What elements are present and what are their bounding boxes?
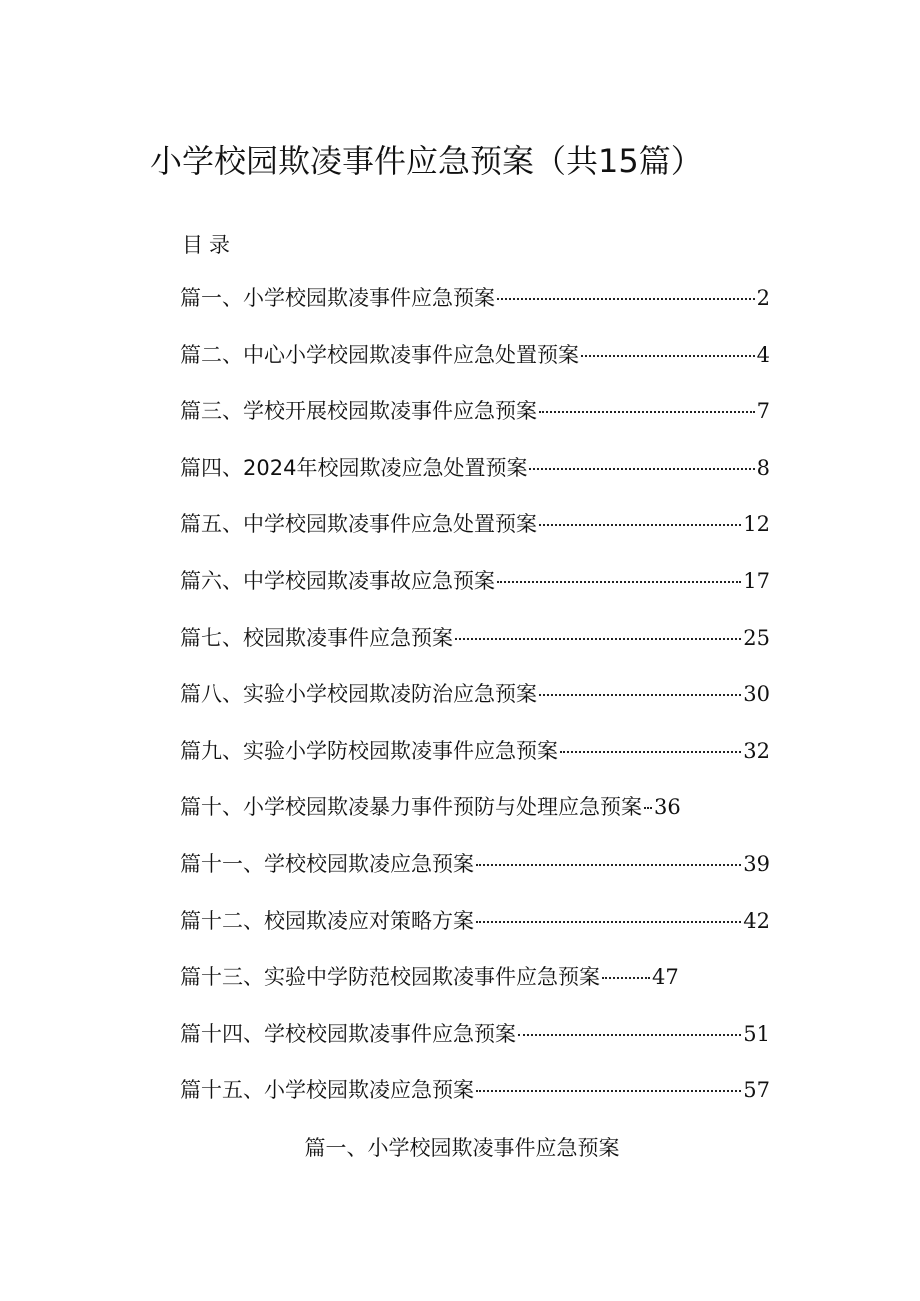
toc-heading: 目录 [182,233,236,257]
toc-dot-leader [497,298,755,300]
toc-entry[interactable] [180,396,770,453]
toc-entry-page: 2 [756,286,770,310]
toc-dot-leader [529,468,754,470]
toc-entry-label: 篇十一、学校校园欺凌应急预案 [180,851,474,876]
toc-entry-label: 篇十四、学校校园欺凌事件应急预案 [180,1021,516,1046]
toc-entry[interactable] [180,736,770,793]
section-heading: 篇一、小学校园欺凌事件应急预案 [304,1136,620,1160]
toc-entry[interactable] [180,340,770,397]
toc-entry-page: 12 [743,512,770,537]
toc-dot-leader [602,977,650,979]
toc-entry-label: 篇一、小学校园欺凌事件应急预案 [180,286,495,310]
toc-entry-page: 30 [743,682,770,707]
document-title: 小学校园欺凌事件应急预案（共15篇） [150,142,703,180]
toc-dot-leader [539,411,755,413]
toc-dot-leader [518,1034,741,1036]
toc-entry[interactable] [180,849,770,906]
toc-entry-page: 36 [654,795,681,820]
table-of-contents [180,283,770,1132]
toc-dot-leader [644,807,652,809]
toc-entry-page: 25 [743,625,770,650]
toc-dot-leader [476,1090,741,1092]
toc-entry-label: 篇三、学校开展校园欺凌事件应急预案 [180,399,537,424]
toc-entry-page: 42 [743,908,770,933]
toc-entry-page: 4 [756,342,770,367]
toc-entry-label: 篇八、实验小学校园欺凌防治应急预案 [180,682,537,707]
toc-entry[interactable] [180,792,770,849]
toc-entry-label: 篇十二、校园欺凌应对策略方案 [180,908,474,933]
toc-entry-label: 篇五、中学校园欺凌事件应急处置预案 [180,512,537,537]
toc-entry-page: 47 [652,965,679,990]
toc-entry-page: 7 [756,399,770,424]
toc-entry[interactable] [180,453,770,510]
toc-entry-page: 17 [743,568,770,593]
toc-entry-label: 篇十三、实验中学防范校园欺凌事件应急预案 [180,965,600,990]
toc-entry-label: 篇七、校园欺凌事件应急预案 [180,625,453,650]
toc-entry-label: 篇十、小学校园欺凌暴力事件预防与处理应急预案 [180,795,642,820]
toc-dot-leader [560,751,741,753]
toc-dot-leader [476,921,741,923]
toc-entry-page: 51 [743,1021,770,1046]
toc-entry[interactable] [180,679,770,736]
toc-entry-label: 篇九、实验小学防校园欺凌事件应急预案 [180,738,558,763]
toc-dot-leader [455,638,741,640]
toc-entry[interactable] [180,1075,770,1132]
toc-entry-label: 篇十五、小学校园欺凌应急预案 [180,1078,474,1103]
toc-entry[interactable] [180,623,770,680]
toc-dot-leader [539,694,741,696]
toc-entry[interactable] [180,962,770,1019]
toc-entry[interactable] [180,283,770,340]
toc-entry[interactable] [180,906,770,963]
toc-dot-leader [497,581,741,583]
toc-entry-page: 39 [743,851,770,876]
toc-entry-page: 32 [743,738,770,763]
toc-entry-page: 57 [743,1078,770,1103]
toc-entry-label: 篇六、中学校园欺凌事故应急预案 [180,568,495,593]
toc-entry[interactable] [180,1019,770,1076]
toc-dot-leader [476,864,741,866]
toc-entry[interactable] [180,509,770,566]
toc-entry-page: 8 [756,455,770,480]
toc-entry-label: 篇二、中心小学校园欺凌事件应急处置预案 [180,342,579,367]
toc-entry[interactable] [180,566,770,623]
toc-dot-leader [539,524,741,526]
toc-dot-leader [581,355,755,357]
toc-entry-label: 篇四、2024年校园欺凌应急处置预案 [180,455,528,480]
